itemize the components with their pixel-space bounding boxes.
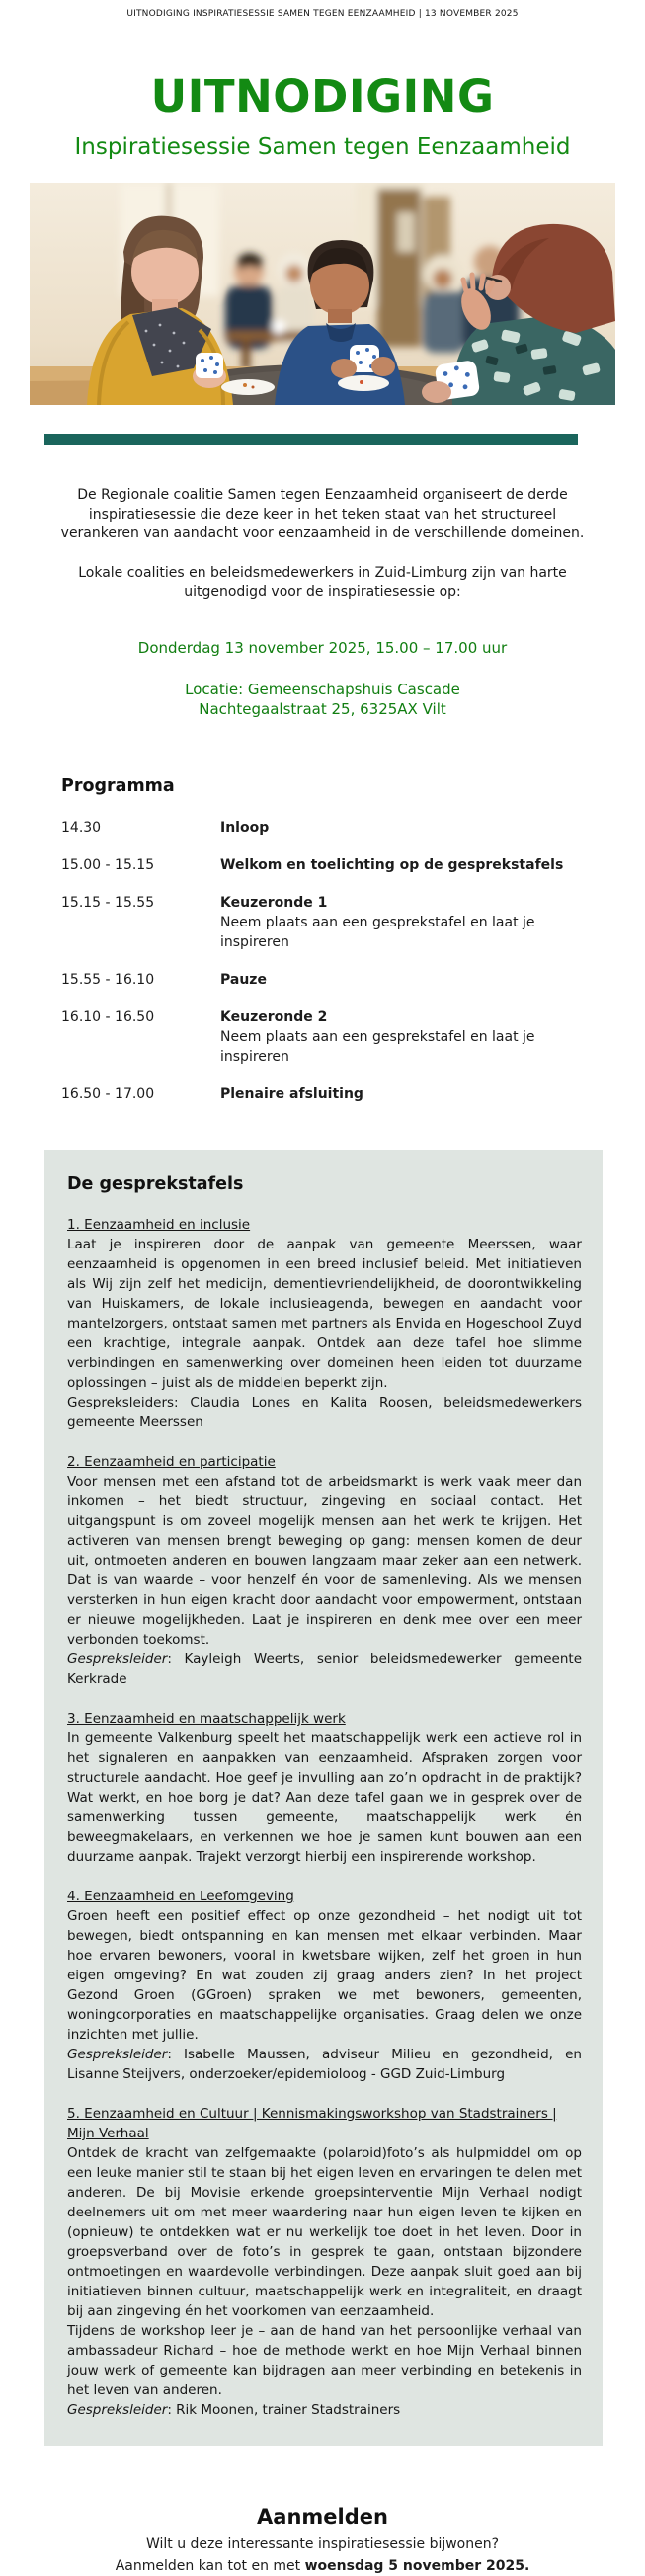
row-time: 15.00 - 15.15: [61, 857, 155, 874]
section-body: Laat je inspireren door de aanpak van gemeente Meerssen, waar eenzaamheid is opgenomen in een breed inclusief beleid. Met initiatieven als Wij zijn zelf het medicijn, dementievriendelijkheid, de doorontwikkeling van Huiskamers, de lokale inclusieagenda, bewegen en aandacht voor mantelzorgers, ontstaat samen met partners als Envida en Hogeschool Zuyd een krachtige, integrale aanpak. Ontdek aan deze tafel hoe slimme verbindingen en samenwerking over domeinen heen leiden tot duurzame oplossingen – juist als de middelen beperkt zijn.: [67, 1237, 582, 1392]
event-location-line1: Locatie: Gemeenschapshuis Cascade: [185, 681, 460, 699]
section-body: Groen heeft een positief effect op onze gezondheid – het nodigt uit tot bewegen, biedt ontspanning en kan mensen met elkaar verbinden. Maar hoe ervaren bewoners, vooral in kwetsbare wijken, zelf het groen in hun eigen omgeving? En wat zouden zij graag anders zien? In het project Gezond Groen (GGroen) spraken we met bewoners, gemeenten, woningcorporaties en maatschappelijke organisaties. Graag delen we onze inzichten met jullie.: [67, 1908, 582, 2044]
row-title: Keuzeronde 1: [220, 895, 328, 912]
programma-row: [61, 1085, 645, 1104]
aanmelden-line2: [0, 2557, 645, 2576]
table-section-5: [67, 2104, 582, 2420]
leader-text: : Isabelle Maussen, adviseur Milieu en gezondheid, en Lisanne Steijvers, onderzoeker/epidemioloog - GGD Zuid-Limburg: [67, 2047, 582, 2083]
section-body: Voor mensen met een afstand tot de arbeidsmarkt is werk vaak meer dan inkomen – het biedt structuur, zingeving en sociaal contact. Het uitgangspunt is om zoveel mogelijk mensen aan het werk te krijgen. Het activeren van mensen brengt beweging op gang: mensen komen de deur uit, ontmoeten anderen en bouwen langzaam maar zeker aan een netwerk. Dat is van waarde – voor henzelf én voor de samenleving. Als we mensen versterken in hun eigen kracht door aandacht voor empowerment, ontstaan er nieuwe mogelijkheden. Laat je inspireren en denk mee over een meer verbonden toekomst.: [67, 1474, 582, 1649]
programma-heading: Programma: [61, 776, 175, 797]
section-title: 2. Eenzaamheid en participatie: [67, 1454, 276, 1471]
table-section-2: [67, 1452, 582, 1689]
row-time: 14.30: [61, 820, 102, 837]
page-title: UITNODIGING: [150, 70, 495, 122]
row-title: Inloop: [220, 820, 270, 837]
aanmelden-deadline: woensdag 5 november 2025.: [304, 2557, 530, 2574]
leader-label: Gespreksleider: [67, 2047, 168, 2063]
row-sub: Neem plaats aan een gesprekstafel en laat je inspireren: [220, 915, 535, 951]
event-location-line2: Nachtegaalstraat 25, 6325AX Vilt: [199, 699, 446, 718]
leader-text: : Rik Moonen, trainer Stadstrainers: [167, 2402, 401, 2419]
event-date: Donderdag 13 november 2025, 15.00 – 17.00 uur: [137, 638, 508, 657]
gesprekstafels-heading: De gesprekstafels: [67, 1174, 244, 1195]
leader-text: : Kayleigh Weerts, senior beleidsmedewerker gemeente Kerkrade: [67, 1651, 582, 1688]
event-location: [27, 681, 619, 719]
section-body: In gemeente Valkenburg speelt het maatschappelijk werk een actieve rol in het signaleren en aanpakken van eenzaamheid. Afspraken zorgen voor structurele aandacht. Hoe geef je invulling aan zo’n opdracht in de praktijk? Wat werkt, en hoe borg je dat? Aan deze tafel gaan we in gesprek over de samenwerking tussen gemeente, maatschappelijk werk én beweegmakelaars, en verkennen we hoe je samen kunt bouwen aan een duurzame aanpak. Trajekt verzorgt hierbij een inspirerende workshop.: [67, 1731, 582, 1866]
aanmelden-heading: Aanmelden: [257, 2505, 388, 2530]
section-leader: [67, 2045, 582, 2084]
section-leader: [67, 2400, 582, 2420]
row-time: 15.15 - 15.55: [61, 895, 155, 912]
row-title: Welkom en toelichting op de gesprekstafels: [220, 857, 564, 874]
aanmelden-line2-prefix: Aanmelden kan tot en met: [115, 2557, 305, 2574]
page-subtitle: Inspiratiesessie Samen tegen Eenzaamheid: [74, 133, 571, 160]
table-section-1: [67, 1215, 582, 1432]
section-title: 1. Eenzaamheid en inclusie: [67, 1217, 251, 1234]
section-title: 3. Eenzaamheid en maatschappelijk werk: [67, 1711, 346, 1728]
aanmelden-section: [0, 2505, 645, 2576]
row-time: 16.10 - 16.50: [61, 1009, 155, 1026]
section-leader: [67, 1650, 582, 1689]
aanmelden-line1: Wilt u deze interessante inspiratiesessie bijwonen?: [145, 2536, 500, 2553]
row-sub: Neem plaats aan een gesprekstafel en laat je inspireren: [220, 1029, 535, 1066]
programma-section: [61, 776, 645, 1104]
top-note: UITNODIGING INSPIRATIESESSIE SAMEN TEGEN EENZAAMHEID | 13 NOVEMBER 2025: [126, 9, 519, 19]
table-section-3: [67, 1709, 582, 1867]
programma-row: [61, 1007, 645, 1067]
row-title: Keuzeronde 2: [220, 1009, 328, 1026]
section-body: Ontdek de kracht van zelfgemaakte (polaroid)foto’s als hulpmiddel om op een leuke manier stil te staan bij het eigen leven en ervaringen te delen met anderen. De bij Movisie erkende groepsinterventie Mijn Verhaal nodigt deelnemers uit om met meer waardering naar hun eigen leven te kijken en (opnieuw) te ontdekken wat er nu werkelijk toe doet in het leven. Door in groepsverband over de foto’s in gesprek te gaan, ontstaan bijzondere ontmoetingen en waardevolle verbindingen. Deze aanpak sluit goed aan bij initiatieven binnen cultuur, maatschappelijk werk en integraliteit, en draagt bij aan zingeving én het voorkomen van eenzaamheid.: [67, 2145, 582, 2320]
row-title: Pauze: [220, 972, 267, 989]
section-body-2: Tijdens de workshop leer je – aan de hand van het persoonlijke verhaal van ambassadeur Richard – hoe de methode werkt en hoe Mijn Verhaal binnen jouw werk of gemeente kan bijdragen aan meer verbinding en betekenis in het leven van anderen.: [67, 2323, 582, 2399]
leader-label: Gespreksleider: [67, 2402, 168, 2419]
gesprekstafels-box: [44, 1150, 603, 2446]
intro-paragraph-1: De Regionale coalitie Samen tegen Eenzaamheid organiseert de derde inspiratiesessie die deze keer in het teken staat van het structureel verankeren van aandacht voor eenzaamheid in de verschillende domeinen.: [60, 487, 585, 542]
row-title: Plenaire afsluiting: [220, 1087, 363, 1103]
programma-row: [61, 970, 645, 990]
section-leader: [67, 1393, 582, 1432]
row-time: 15.55 - 16.10: [61, 972, 155, 989]
session-photo: [30, 183, 615, 405]
programma-row: [61, 818, 645, 838]
row-time: 16.50 - 17.00: [61, 1087, 155, 1103]
table-section-4: [67, 1887, 582, 2084]
section-title: 4. Eenzaamheid en Leefomgeving: [67, 1889, 294, 1905]
intro-paragraph-2: Lokale coalities en beleidsmedewerkers in Zuid-Limburg zijn van harte uitgenodigd voor de inspiratiesessie op:: [78, 564, 567, 601]
section-title: 5. Eenzaamheid en Cultuur | Kennismakingsworkshop van Stadstrainers | Mijn Verhaal: [67, 2106, 557, 2142]
leader-label: Gespreksleider: [67, 1651, 168, 1668]
programma-row: [61, 893, 645, 952]
leader-text: Gespreksleiders: Claudia Lones en Kalita Roosen, beleidsmedewerkers gemeente Meerssen: [67, 1395, 582, 1431]
divider-bar: [44, 434, 578, 445]
programma-row: [61, 855, 645, 875]
